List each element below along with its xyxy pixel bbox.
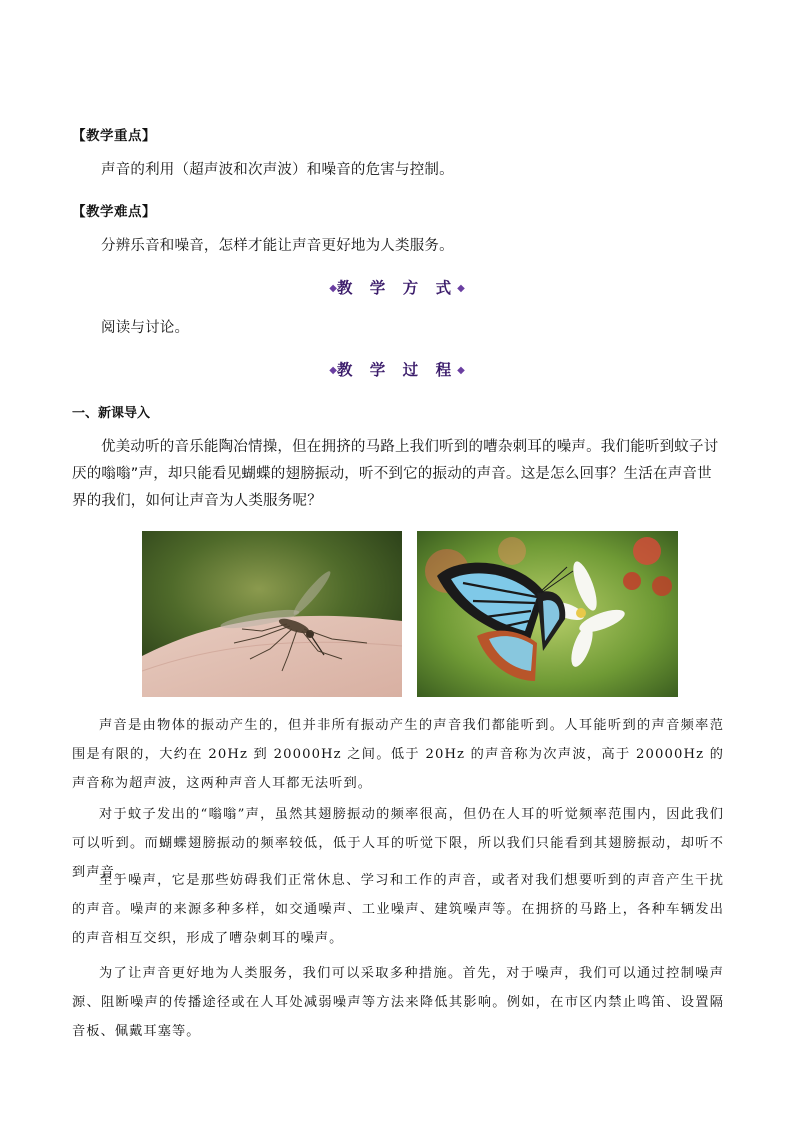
focus-label: 【教学重点】 (72, 128, 156, 144)
method-title (0, 276, 794, 298)
diamond-icon: ◆ (329, 365, 337, 376)
diamond-icon: ◆ (457, 365, 465, 376)
focus-text: 声音的利用（超声波和次声波）和噪音的危害与控制。 (101, 162, 454, 178)
method-text: 阅读与讨论。 (101, 320, 190, 336)
body-paragraph-3: 至于噪声，它是那些妨碍我们正常休息、学习和工作的声音，或者对我们想要听到的声音产生干扰的声音。噪声的来源多种多样，如交通噪声、工业噪声、建筑噪声等。在拥挤的马路上，各种车辆发出的声音相互交织，形成了嘈杂刺耳的噪声。 (72, 873, 724, 946)
body-paragraph-1: 声音是由物体的振动产生的，但并非所有振动产生的声音我们都能听到。人耳能听到的声音频率范围是有限的，大约在 20Hz 到 20000Hz 之间。低于 20Hz 的声音称为次声波，高于 20000Hz 的声音称为超声波，这两种声音人耳都无法听到。 (72, 718, 724, 791)
method-title-text: 教 学 方 式 (336, 279, 458, 297)
intro-paragraph: 优美动听的音乐能陶冶情操，但在拥挤的马路上我们听到的嘈杂刺耳的噪声。我们能听到蚊子讨厌的嗡嗡”声，却只能看见蝴蝶的翅膀振动，听不到它的振动的声音。这是怎么回事？生活在声音世界的我们，如何让声音为人类服务呢？ (72, 439, 719, 509)
process-title (0, 358, 794, 380)
section-heading: 一、新课导入 (72, 406, 151, 421)
body-paragraph-2: 对于蚊子发出的“嗡嗡”声，虽然其翅膀振动的频率很高，但仍在人耳的听觉频率范围内，因此我们可以听到。而蝴蝶翅膀振动的频率较低，低于人耳的听觉下限，所以我们只能看到其翅膀振动，却听不到声音。 (72, 807, 724, 880)
body-paragraph-4: 为了让声音更好地为人类服务，我们可以采取多种措施。首先，对于噪声，我们可以通过控制噪声源、阻断噪声的传播途径或在人耳处减弱噪声等方法来降低其影响。例如，在市区内禁止鸣笛、设置隔音板、佩戴耳塞等。 (72, 966, 724, 1039)
process-title-text: 教 学 过 程 (336, 361, 458, 379)
diamond-icon: ◆ (329, 283, 337, 294)
difficulty-label: 【教学难点】 (72, 204, 156, 220)
butterfly-photo (417, 531, 678, 697)
difficulty-text: 分辨乐音和噪音，怎样才能让声音更好地为人类服务。 (101, 238, 454, 254)
diamond-icon: ◆ (457, 283, 465, 294)
mosquito-photo (142, 531, 402, 697)
